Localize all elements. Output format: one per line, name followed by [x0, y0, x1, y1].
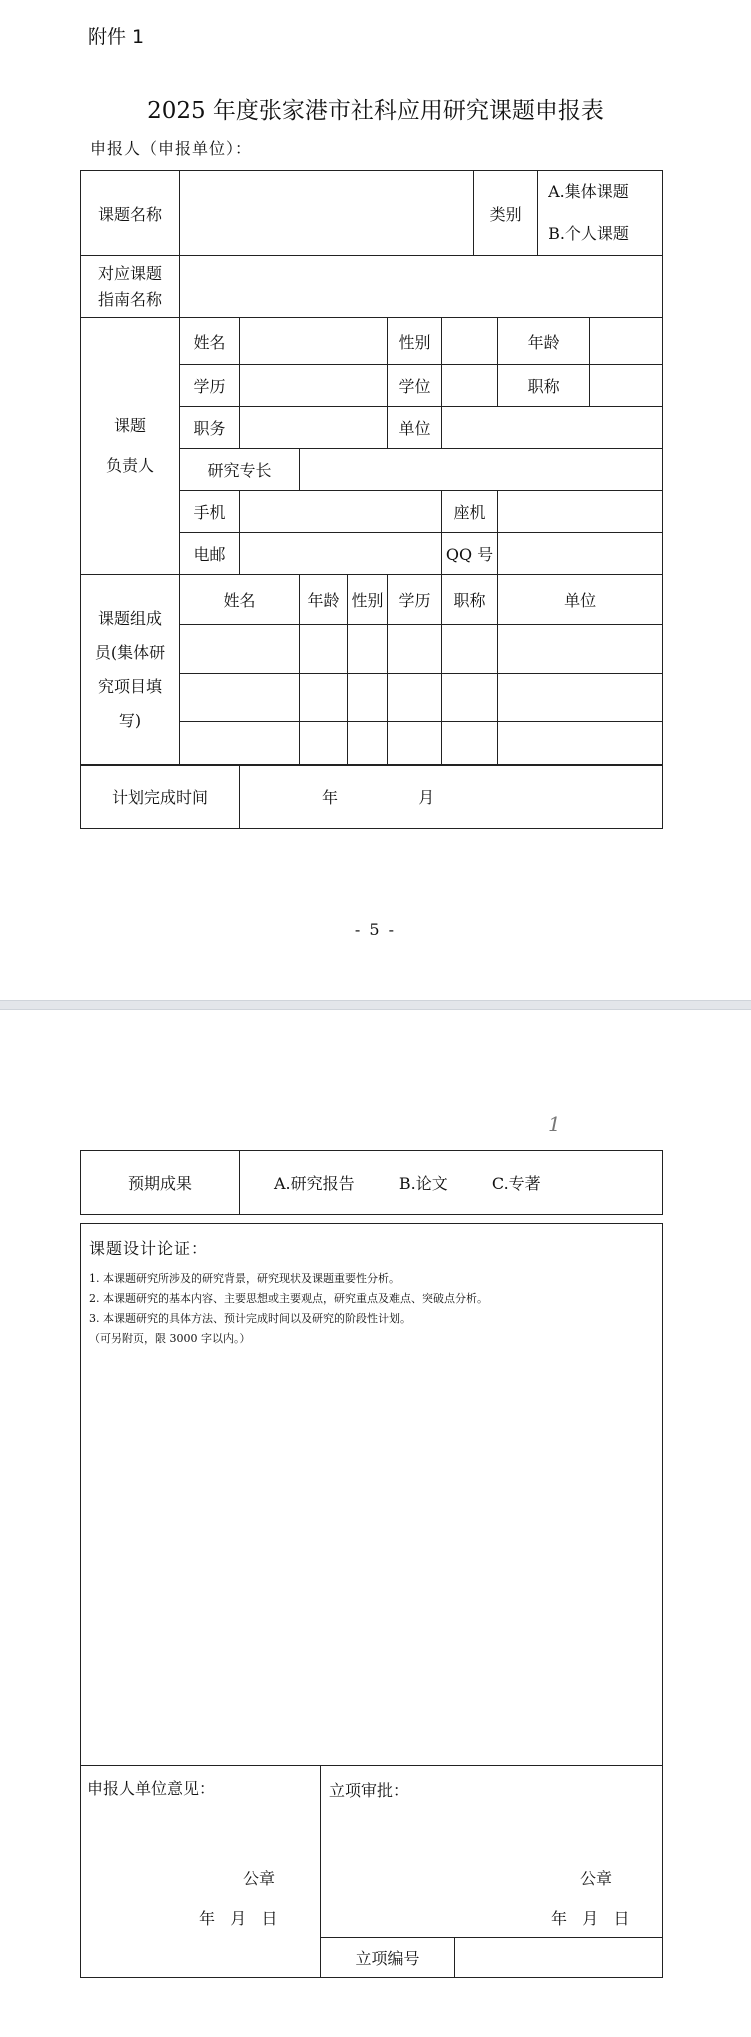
members-header-education: 学历: [388, 575, 442, 625]
approval-label: 立项审批：: [329, 1781, 410, 1800]
member-cell[interactable]: [442, 674, 498, 722]
members-header-title: 职称: [442, 575, 498, 625]
plan-table: [80, 764, 663, 829]
member-cell[interactable]: [348, 674, 388, 722]
project-number-field[interactable]: [455, 1938, 663, 1978]
mobile-label: 手机: [180, 491, 240, 533]
approval-field[interactable]: [321, 1766, 663, 1938]
leader-label-line2: 负责人: [105, 456, 154, 475]
expected-results-label: 预期成果: [81, 1151, 240, 1215]
page-number: - 5 -: [354, 920, 397, 939]
member-cell[interactable]: [300, 674, 348, 722]
approval-seal-label: 公章: [580, 1869, 613, 1888]
plan-time-field[interactable]: [240, 765, 663, 829]
design-table: [80, 1223, 663, 1978]
category-options[interactable]: [538, 171, 663, 256]
page-two: [0, 1010, 751, 2037]
email-field[interactable]: [240, 533, 442, 575]
leader-age-field[interactable]: [590, 318, 663, 365]
category-option-collective[interactable]: A.集体课题: [548, 182, 629, 201]
plan-month-label: 月: [418, 788, 435, 807]
unit-opinion-label: 申报人单位意见：: [87, 1779, 216, 1798]
qq-field[interactable]: [498, 533, 663, 575]
member-cell[interactable]: [300, 722, 348, 766]
members-header-name: 姓名: [180, 575, 300, 625]
topic-name-label: 课题名称: [81, 171, 180, 256]
leader-gender-label: 性别: [388, 318, 442, 365]
email-label: 电邮: [180, 533, 240, 575]
leader-label: [81, 318, 180, 575]
member-cell[interactable]: [180, 674, 300, 722]
leader-education-field[interactable]: [240, 365, 388, 407]
expertise-field[interactable]: [300, 449, 663, 491]
members-header-unit: 单位: [498, 575, 663, 625]
leader-title-label: 职称: [498, 365, 590, 407]
member-cell[interactable]: [442, 625, 498, 674]
members-label-line: 究项目填: [97, 677, 162, 696]
member-cell[interactable]: [498, 625, 663, 674]
category-option-individual[interactable]: B.个人课题: [548, 224, 629, 243]
landline-label: 座机: [442, 491, 498, 533]
member-cell[interactable]: [180, 625, 300, 674]
design-argument-field[interactable]: [81, 1224, 663, 1766]
member-cell[interactable]: [388, 625, 442, 674]
expected-results-options[interactable]: [240, 1151, 663, 1215]
unit-opinion-field[interactable]: [81, 1766, 321, 1978]
leader-post-field[interactable]: [240, 407, 388, 449]
leader-unit-field[interactable]: [442, 407, 663, 449]
design-instruction: 3. 本课题研究的具体方法、预计完成时间以及研究的阶段性计划。: [89, 1312, 411, 1325]
members-header-age: 年龄: [300, 575, 348, 625]
leader-post-label: 职务: [180, 407, 240, 449]
design-argument-heading: 课题设计论证：: [89, 1239, 209, 1258]
member-cell[interactable]: [300, 625, 348, 674]
leader-education-label: 学历: [180, 365, 240, 407]
leader-name-field[interactable]: [240, 318, 388, 365]
leader-gender-field[interactable]: [442, 318, 498, 365]
leader-degree-field[interactable]: [442, 365, 498, 407]
leader-title-field[interactable]: [590, 365, 663, 407]
members-label-line: 写): [118, 711, 142, 730]
page-one: [0, 0, 751, 1000]
approval-date-label: 年 月 日: [551, 1909, 630, 1928]
unit-date-label: 年 月 日: [199, 1909, 278, 1928]
member-cell[interactable]: [180, 722, 300, 766]
corner-mark: 1: [548, 1112, 561, 1136]
topic-name-field[interactable]: [180, 171, 474, 256]
expertise-label: 研究专长: [180, 449, 300, 491]
design-instruction: （可另附页，限 3000 字以内。）: [89, 1332, 251, 1345]
applicant-label: 申报人（申报单位）：: [90, 139, 253, 158]
landline-field[interactable]: [498, 491, 663, 533]
leader-unit-label: 单位: [388, 407, 442, 449]
guide-name-label: [81, 256, 180, 318]
mobile-field[interactable]: [240, 491, 442, 533]
member-cell[interactable]: [348, 722, 388, 766]
leader-label-line1: 课题: [113, 416, 146, 435]
leader-degree-label: 学位: [388, 365, 442, 407]
category-label: 类别: [474, 171, 538, 256]
guide-name-field[interactable]: [180, 256, 663, 318]
member-cell[interactable]: [498, 674, 663, 722]
member-cell[interactable]: [388, 722, 442, 766]
member-cell[interactable]: [498, 722, 663, 766]
project-number-label: 立项编号: [321, 1938, 455, 1978]
member-cell[interactable]: [388, 674, 442, 722]
guide-name-label-line2: 指南名称: [97, 289, 162, 309]
leader-name-label: 姓名: [180, 318, 240, 365]
expected-option-report[interactable]: A.研究报告: [274, 1174, 355, 1193]
expected-results-table: [80, 1150, 663, 1215]
member-cell[interactable]: [348, 625, 388, 674]
attachment-label: 附件 1: [88, 26, 145, 48]
members-label: [81, 575, 180, 766]
expected-option-monograph[interactable]: C.专著: [491, 1174, 541, 1193]
member-cell[interactable]: [442, 722, 498, 766]
page-separator: [0, 1000, 751, 1010]
design-instruction: 1. 本课题研究所涉及的研究背景，研究现状及课题重要性分析。: [89, 1272, 400, 1285]
members-label-line: 员(集体研: [94, 643, 166, 662]
members-header-gender: 性别: [348, 575, 388, 625]
members-label-line: 课题组成: [97, 609, 162, 628]
qq-label: QQ 号: [442, 533, 498, 575]
plan-year-label: 年: [322, 788, 339, 807]
form-title: 2025 年度张家港市社科应用研究课题申报表: [147, 98, 604, 124]
guide-name-label-line1: 对应课题: [97, 263, 162, 283]
leader-age-label: 年龄: [498, 318, 590, 365]
expected-option-paper[interactable]: B.论文: [398, 1174, 448, 1193]
plan-time-label: 计划完成时间: [81, 765, 240, 829]
unit-seal-label: 公章: [243, 1869, 276, 1888]
application-table: [80, 170, 663, 766]
design-instruction: 2. 本课题研究的基本内容、主要思想或主要观点，研究重点及难点、突破点分析。: [89, 1292, 488, 1305]
